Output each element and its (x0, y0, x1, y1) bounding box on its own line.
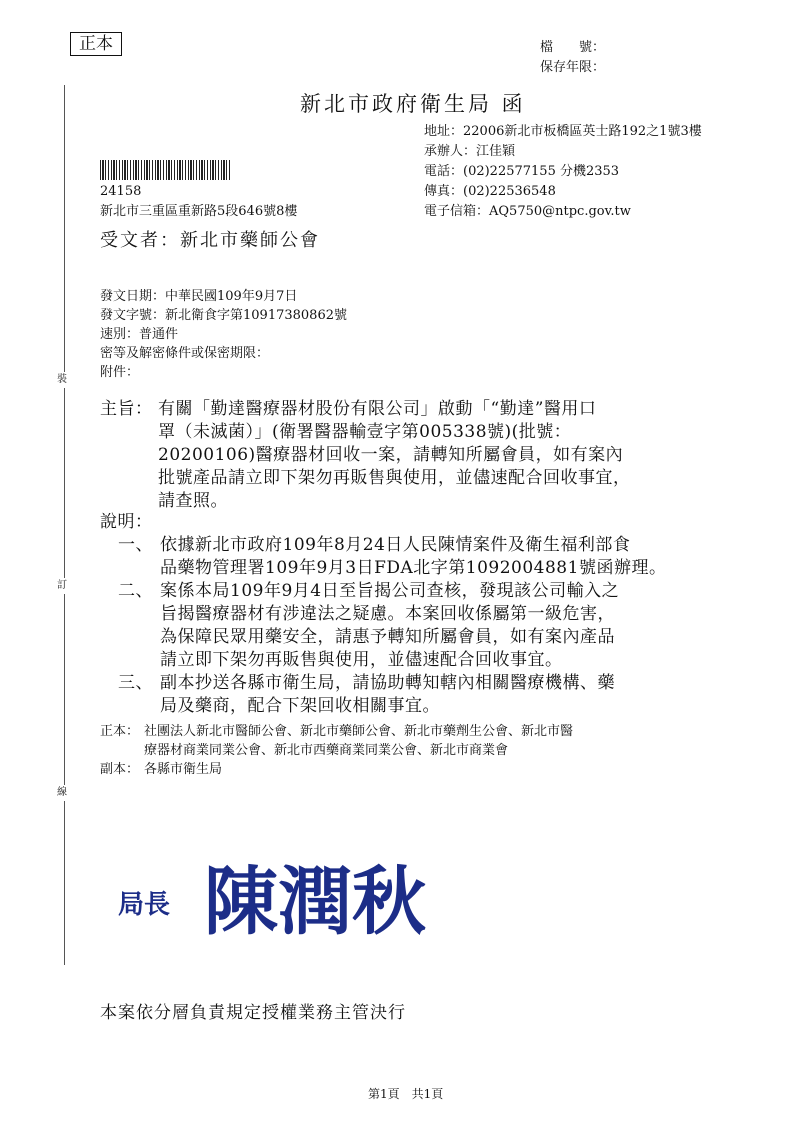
item-number: 一、 (118, 535, 153, 555)
binding-mark-top: 裝 (57, 372, 67, 388)
explanation-item (118, 534, 666, 580)
director-seal (108, 858, 528, 946)
handler: 承辦人：江佳穎 (424, 144, 516, 159)
item-line: 副本抄送各縣市衛生局，請協助轉知轄內相關醫療機構、藥 (160, 673, 615, 693)
issue-date: 發文日期：中華民國109年9月7日 (100, 289, 298, 304)
authorization-note: 本案依分層負責規定授權業務主管決行 (100, 1003, 406, 1023)
subject-text (158, 398, 631, 513)
item-line: 依據新北市政府109年8月24日人民陳情案件及衛生福利部食 (160, 535, 631, 555)
fax: 傳真：(02)22536548 (424, 184, 556, 199)
subject-line: 罩（未滅菌）」(衛署醫器輸壹字第005338號)(批號： (158, 422, 572, 442)
sender-address: 地址：22006新北市板橋區英士路192之1號3樓 (424, 124, 702, 139)
email: 電子信箱：AQ5750@ntpc.gov.tw (424, 204, 631, 219)
item-line: 請立即下架勿再販售與使用，並儘速配合回收事宜。 (160, 650, 563, 670)
retention-period: 保存年限： (540, 60, 606, 75)
recipient-zip: 24158 (100, 184, 142, 199)
recipient-label: 受文者：新北市藥師公會 (100, 230, 320, 251)
subject-line: 批號產品請立即下架勿再販售與使用，並儘速配合回收事宜， (158, 468, 631, 488)
item-number: 三、 (118, 673, 153, 693)
subject-line: 請查照。 (158, 491, 228, 511)
main-recipients (100, 722, 573, 760)
attachments: 附件： (100, 365, 140, 380)
explanation-item (118, 672, 615, 718)
item-line: 案係本局109年9月4日至旨揭公司查核，發現該公司輸入之 (160, 581, 620, 601)
main-recipients-label: 正本： (100, 724, 140, 739)
page-number: 第1頁 共1頁 (368, 1087, 444, 1101)
document-number: 發文字號：新北衛食字第10917380862號 (100, 308, 347, 323)
copy-label-stamp: 正本 (70, 32, 122, 56)
explanation-label: 說明： (100, 512, 153, 532)
item-line: 品藥物管理署109年9月3日FDA北字第1092004881號函辦理。 (160, 558, 667, 578)
subject-line: 20200106)醫療器材回收一案，請轉知所屬會員，如有案內 (158, 445, 624, 465)
subject-line: 有關「勤達醫療器材股份有限公司」啟動「“勤達”醫用口 (158, 399, 597, 419)
item-line: 為保障民眾用藥安全，請惠予轉知所屬會員，如有案內產品 (160, 627, 615, 647)
subject-label: 主旨： (100, 399, 153, 419)
copy-recipients-label: 副本： (100, 762, 140, 777)
phone: 電話：(02)22577155 分機2353 (424, 164, 620, 179)
secrecy-level: 密等及解密條件或保密期限： (100, 346, 270, 361)
item-number: 二、 (118, 581, 153, 601)
document-title: 新北市政府衛生局 函 (300, 92, 526, 116)
item-line: 局及藥商，配合下架回收相關事宜。 (160, 696, 440, 716)
item-line: 旨揭醫療器材有涉違法之疑慮。本案回收係屬第一級危害， (160, 604, 615, 624)
subject-section (100, 398, 631, 513)
recipient-address: 新北市三重區重新路5段646號8樓 (100, 204, 298, 219)
main-recipients-line: 療器材商業同業公會、新北市西藥商業同業公會、新北市商業會 (144, 743, 509, 758)
binding-mark-middle: 訂 (57, 578, 67, 594)
delivery-speed: 速別：普通件 (100, 327, 179, 342)
seal-title: 局長 (118, 890, 171, 920)
copy-recipients (100, 760, 222, 779)
main-recipients-line: 社團法人新北市醫師公會、新北市藥師公會、新北市藥劑生公會、新北市醫 (144, 724, 574, 739)
explanation-item (118, 580, 619, 672)
binding-line (64, 85, 65, 965)
postal-barcode (100, 160, 230, 180)
file-number: 檔 號： (540, 40, 606, 55)
binding-mark-bottom: 線 (57, 785, 67, 801)
copy-recipients-text: 各縣市衛生局 (144, 762, 223, 777)
seal-name: 陳潤秋 (204, 859, 426, 945)
